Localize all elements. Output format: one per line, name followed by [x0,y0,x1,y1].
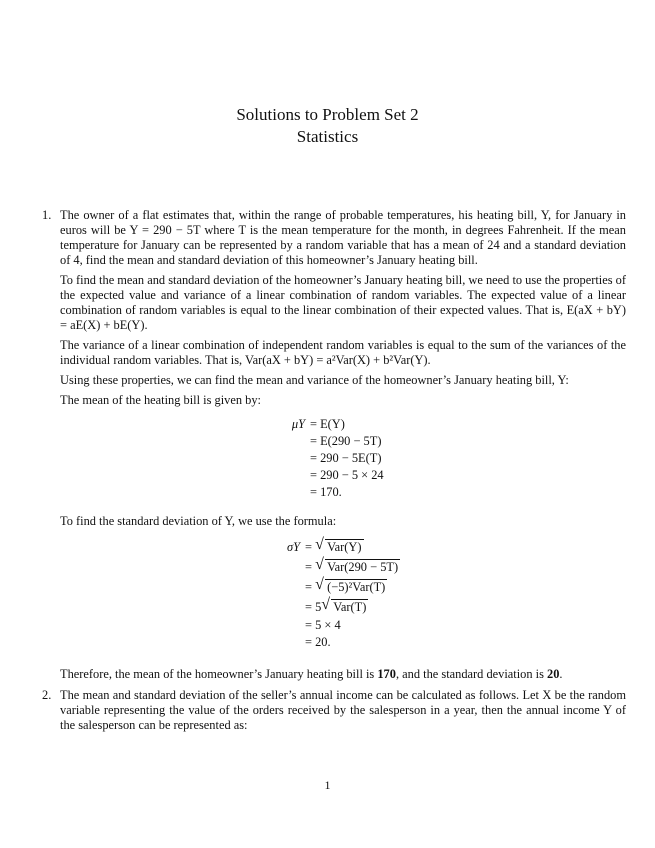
problem-1 [42,208,626,682]
sd-step: = 5 √ Var(T) [305,597,368,617]
mean-row [60,484,626,501]
problem-1-para-mean-intro: The mean of the heating bill is given by: [60,393,261,407]
problem-1-para-properties: Using these properties, we can find the mean and variance of the homeowner’s January heating bill, Y: [60,373,569,387]
sd-step: = 20. [305,635,331,649]
conclusion-sd-value: 20 [547,667,560,681]
mean-row [60,450,626,467]
problem-1-conclusion: Therefore, the mean of the homeowner’s January heating bill is 170, and the standard deviation is 20. [60,667,563,681]
conclusion-mean-value: 170 [377,667,396,681]
sqrt-symbol: √ Var(Y) [315,536,362,554]
mean-step: = 290 − 5 × 24 [310,468,384,482]
sd-row [60,577,626,597]
page-number: 1 [324,778,331,792]
problem-1-question: The owner of a flat estimates that, within the range of probable temperatures, his heating bill, Y, for January in euros will be Y = 290 − 5T where T is the mean temperature for the month, in degrees Fahrenheit. If the mean temperature for January can be represented by a random variable that has a mean of 24 and a standard deviation of 4, find the mean and standard deviation of this homeowner’s January heating bill. [60,208,626,267]
document-subtitle: Statistics [296,127,359,146]
sd-step: = √ (−5)²Var(T) [305,577,387,597]
sd-row [60,617,626,634]
mean-step: = E(Y) [310,417,345,431]
sd-lhs: σY [286,540,300,554]
sd-row [60,537,626,557]
mean-step: = 290 − 5E(T) [310,451,382,465]
mean-row [60,433,626,450]
problem-2 [42,688,626,733]
sd-row [60,597,626,617]
document-title: Solutions to Problem Set 2 [236,105,419,124]
problem-2-text: The mean and standard deviation of the seller’s annual income can be calculated as follows. Let X be the random variable representing the value of the orders received by the salesperson in a year, then the annual income Y of the salesperson can be represented as: [60,688,626,732]
sd-step: = √ Var(290 − 5T) [305,557,400,577]
sd-row [60,634,626,651]
sqrt-symbol: √ Var(290 − 5T) [315,556,399,574]
problem-1-number: 1. [42,208,52,222]
sd-equation [60,537,626,657]
sd-row [60,557,626,577]
sqrt-symbol: √ Var(T) [321,596,367,614]
title-block [0,104,655,148]
mean-equation [60,416,626,504]
problem-1-para-sd-intro: To find the standard deviation of Y, we use the formula: [60,514,337,528]
sd-step: = 5 × 4 [305,618,341,632]
problem-1-para-expected-value: To find the mean and standard deviation of the homeowner’s January heating bill, we need to use the properties of the expected value and variance of a linear combination of random variables. The expected value of a linear combination of random variables is equal to the linear combination of their expected values. That is, E(aX + bY) = aE(X) + bE(Y). [60,273,626,332]
mean-step: = 170. [310,485,342,499]
mean-row [60,467,626,484]
sqrt-symbol: √ (−5)²Var(T) [315,576,386,594]
problem-list [42,208,626,738]
sd-step: = √ Var(Y) [305,537,364,557]
mean-row [60,416,626,433]
mean-lhs: μY [291,417,305,431]
problem-2-number: 2. [42,688,52,702]
mean-step: = E(290 − 5T) [310,434,382,448]
problem-1-para-variance: The variance of a linear combination of independent random variables is equal to the sum of the variances of the individual random variables. That is, Var(aX + bY) = a²Var(X) + b²Var(Y). [60,338,626,367]
